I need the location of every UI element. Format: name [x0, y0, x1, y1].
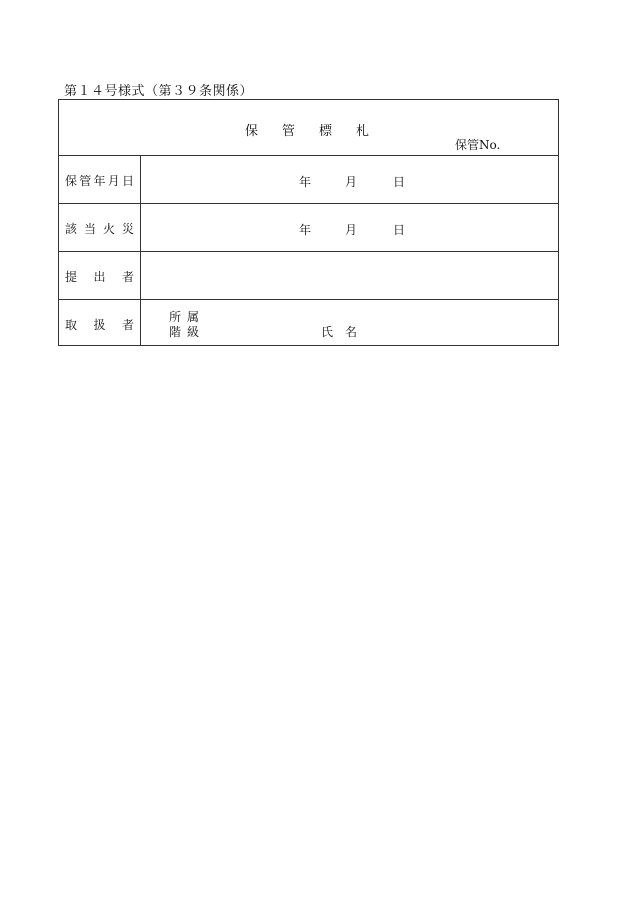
fire-day-label: 日	[393, 223, 406, 237]
label-char: 該	[65, 222, 78, 236]
rank-label: 階級	[169, 325, 206, 339]
label-char: 管	[79, 174, 92, 188]
handler-label-cell	[59, 300, 141, 345]
label-char: 者	[121, 270, 134, 284]
label-char: 保	[65, 174, 78, 188]
label-char: 日	[121, 174, 134, 188]
affiliation-label: 所属	[169, 310, 206, 324]
label-char: 者	[121, 318, 134, 332]
submitter-label	[65, 268, 134, 285]
label-char: 年	[93, 174, 106, 188]
label-char: 出	[93, 270, 106, 284]
storage-date-label	[65, 172, 134, 189]
label-char: 取	[65, 318, 78, 332]
fire-incident-label-cell	[59, 204, 141, 251]
fire-month-label: 月	[345, 223, 358, 237]
name-label: 氏名	[321, 325, 370, 339]
form-header	[59, 100, 558, 156]
submitter-label-cell	[59, 252, 141, 299]
label-char: 火	[102, 222, 115, 236]
form-number: 第１４号様式（第３９条関係）	[64, 84, 254, 99]
label-char: 扱	[93, 318, 106, 332]
title-char: 管	[282, 124, 296, 139]
fire-incident-label	[65, 220, 134, 237]
title-char: 保	[245, 124, 259, 139]
label-char: 月	[107, 174, 120, 188]
handler-label	[65, 316, 134, 333]
storage-day-label: 日	[393, 175, 406, 189]
storage-year-label: 年	[299, 175, 312, 189]
storage-month-label: 月	[345, 175, 358, 189]
label-char: 提	[65, 270, 78, 284]
title-char: 標	[319, 124, 333, 139]
fire-year-label: 年	[299, 223, 312, 237]
storage-date-row	[59, 156, 558, 204]
label-char: 当	[83, 222, 96, 236]
label-char: 災	[121, 222, 134, 236]
submitter-row	[59, 252, 558, 300]
fire-incident-row	[59, 204, 558, 252]
form-title	[245, 120, 393, 139]
title-char: 札	[356, 124, 370, 139]
handler-row	[59, 300, 558, 345]
storage-date-label-cell	[59, 156, 141, 203]
storage-tag-form	[58, 99, 559, 346]
storage-no-label: 保管No.	[455, 138, 501, 152]
